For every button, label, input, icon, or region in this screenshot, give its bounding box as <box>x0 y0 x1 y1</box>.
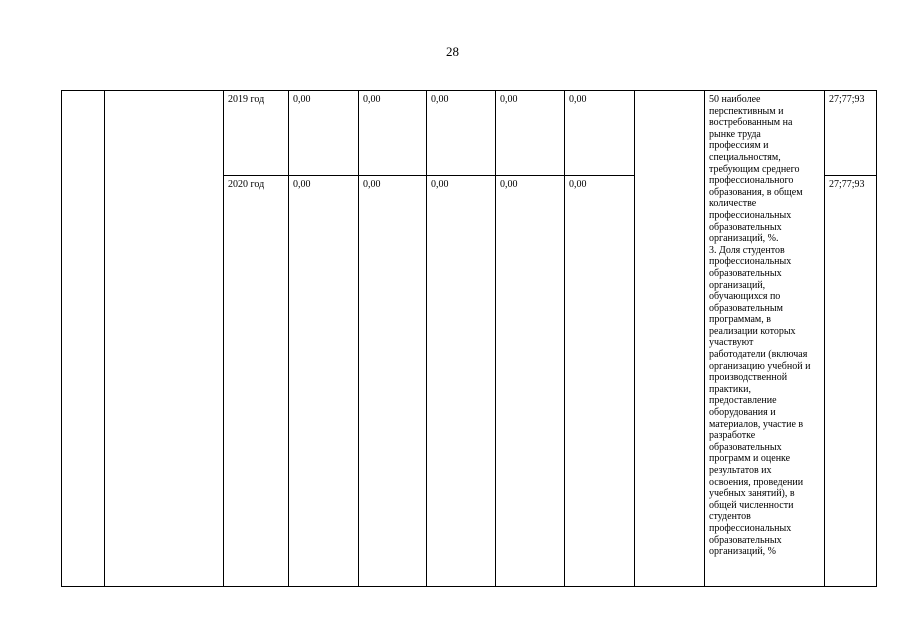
value-cell: 0,00 <box>565 176 635 587</box>
value-cell: 0,00 <box>427 176 496 587</box>
year-cell: 2019 год <box>224 91 289 176</box>
value-cell: 0,00 <box>359 176 427 587</box>
value-cell: 0,00 <box>496 176 565 587</box>
indicator-text: 50 наиболее перспективным и востребованным на рынке труда профессиям и специальностям, требующим среднего профессионального образования, в общем количестве профессиональных образовательных организаций, %. 3. Доля студентов профессиональных образовательных организаций, обучающихся по образовательным программам, в реализации которых участвуют работодатели (включая организацию учебной и производственной практики, предоставление оборудования и материалов, участие в разработке образовательных программ и оценке результатов их освоения, проведении учебных занятий), в общей численности студентов профессиональных образовательных организаций, % <box>709 94 811 558</box>
year-cell: 2020 год <box>224 176 289 587</box>
value-cell: 0,00 <box>427 91 496 176</box>
table-row <box>62 91 877 176</box>
page-number: 28 <box>446 44 459 59</box>
empty-cell <box>62 91 105 587</box>
indicator-cell <box>705 91 825 587</box>
value-cell: 0,00 <box>359 91 427 176</box>
program-table <box>61 90 877 587</box>
empty-cell <box>635 91 705 587</box>
value-cell: 0,00 <box>565 91 635 176</box>
code-cell: 27;77;93 <box>825 176 877 587</box>
empty-cell <box>105 91 224 587</box>
code-cell: 27;77;93 <box>825 91 877 176</box>
value-cell: 0,00 <box>289 176 359 587</box>
value-cell: 0,00 <box>289 91 359 176</box>
value-cell: 0,00 <box>496 91 565 176</box>
